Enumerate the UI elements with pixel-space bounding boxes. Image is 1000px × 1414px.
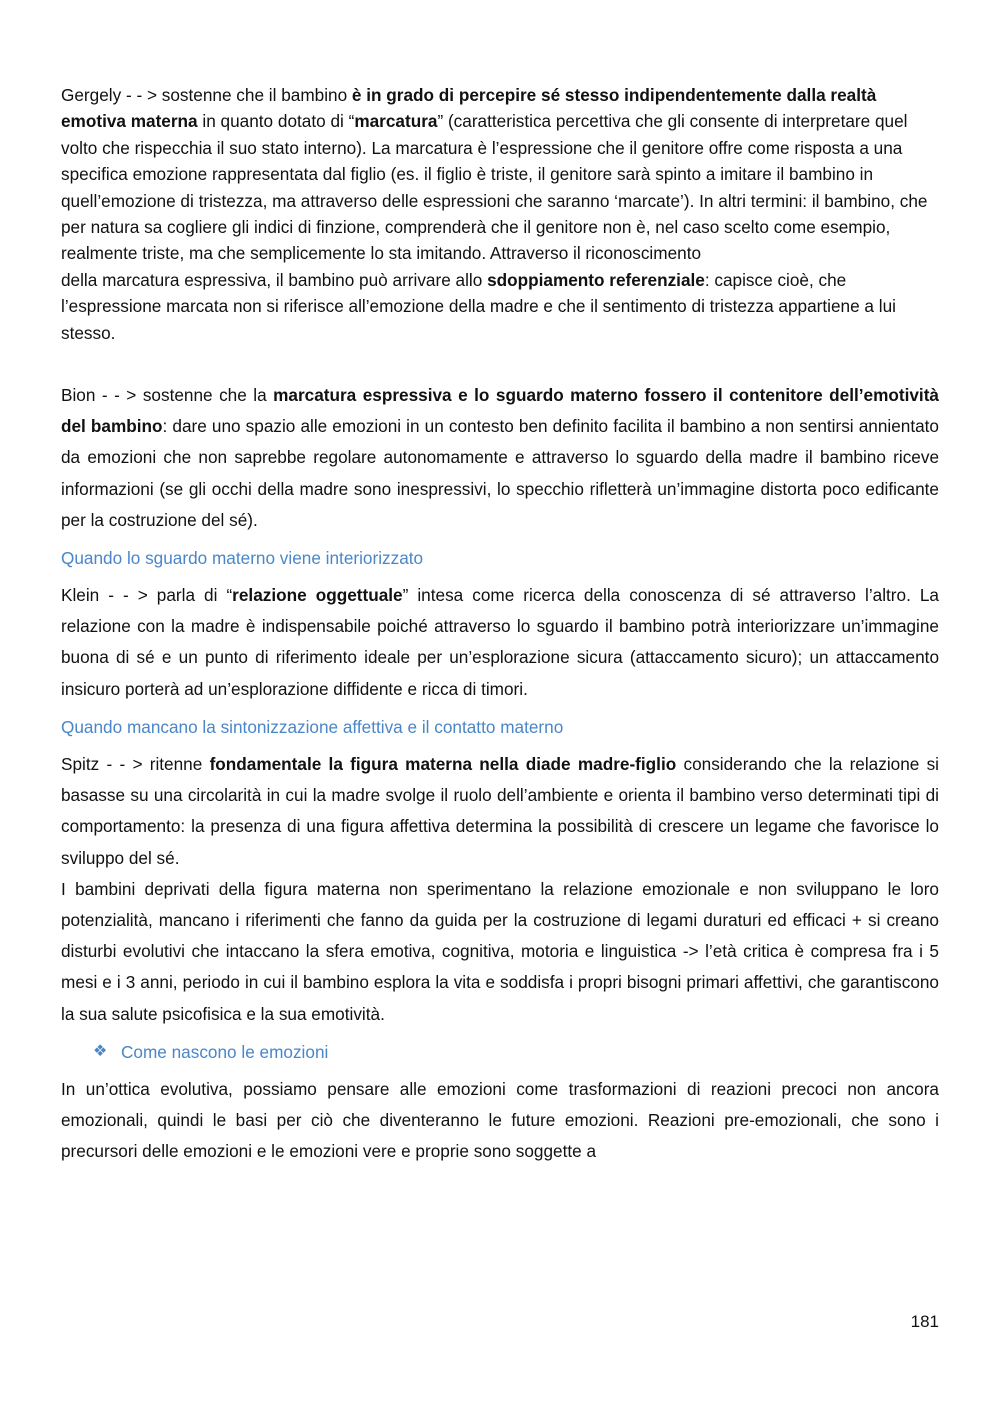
section-heading: Quando lo sguardo materno viene interiorizzato [61,548,424,569]
section-heading: Quando mancano la sintonizzazione affettiva e il contatto materno [61,716,564,737]
paragraph-emotions [61,1074,939,1168]
text: : dare uno spazio alle emozioni in un contesto ben definito facilita il bambino a non sentirsi annientato da emozioni che non saprebbe regolare autonomamente e attraverso lo sguardo della madre il bambino riceve informazioni (se gli occhi della madre sono inespressivi, lo specchio rifletterà un’immagine distorta poco edificante per la costruzione del sé). [61,416,939,530]
page-number: 181 [910,1312,939,1331]
text: ” intesa come ricerca della conoscenza di sé attraverso l’altro. La relazione con la madre è indispensabile poiché attraverso lo sguardo il bambino potrà interiorizzare un’immagine buona di sé e un punto di riferimento ideale per un’esplorazione sicura (attaccamento sicuro); un attaccamento insicuro porterà ad un’esplorazione diffidente e ricca di timori. [61,585,939,699]
bold-text: sdoppiamento referenziale [487,269,705,290]
text: Gergely - - > sostenne che il bambino [61,85,352,105]
text: della marcatura espressiva, il bambino può arrivare allo [61,269,488,290]
text: in quanto dotato di “ [197,111,355,132]
bold-text: fondamentale la figura materna nella diade madre-figlio [209,753,677,774]
text: Bion - - > sostenne che la [61,385,274,406]
bullet-heading [61,1040,939,1064]
text-line: I bambini deprivati della figura materna non sperimentano la relazione emozionale e non sviluppano le loro potenzialità, mancano i riferimenti che fanno da guida per la costruzione di legami duraturi ed efficaci + si creano disturbi evolutivi che intaccano la sfera emotiva, cognitiva, motoria e linguistica -> l’età critica è compresa fra i 5 mesi e i 3 anni, periodo in cui il bambino esplora la vita e soddisfa i propri bisogni primari affettivi, che garantiscono la sua salute psicofisica e la sua emotività. [61,878,939,1024]
diamond-bullet-icon: ❖ [93,1042,108,1060]
text: : capisce cioè, che l’espressione marcata non si riferisce all’emozione della madre e che il sentimento di tristezza appartiene a lui stesso. [61,269,896,343]
text: In un’ottica evolutiva, possiamo pensare alle emozioni come trasformazioni di reazioni precoci non ancora emozionali, quindi le basi per ciò che diventeranno le future emozioni. Reazioni pre-emozionali, che sono i precursori delle emozioni e le emozioni vere e proprie sono soggette a [61,1078,939,1162]
text: Klein - - > parla di “ [61,585,233,606]
text: ” (caratteristica percettiva che gli consente di interpretare quel volto che rispecchia il suo stato interno). La marcatura è l’espressione che il genitore offre come risposta a una specifica emozione rappresentata dal figlio (es. il figlio è triste, il genitore sarà spinto a imitare il bambino in quell’emozione di tristezza, ma attraverso delle espressioni che saranno ‘marcate’). In altri termini: il bambino, che per natura sa cogliere gli indici di finzione, comprenderà che il genitore non è, nel caso scelto come esempio, realmente triste, ma che semplicemente lo sta imitando. Attraverso il riconoscimento [61,111,928,264]
paragraph-spitz [61,749,939,1030]
bold-text: marcatura espressiva e lo sguardo materno fossero il contenitore dell’emotività del bambino [61,385,939,437]
paragraph-klein [61,580,939,705]
bold-text: è in grado di percepire sé stesso indipendentemente dalla realtà emotiva materna [61,85,877,132]
paragraph-gergely [61,82,939,346]
bold-text: relazione oggettuale [232,585,403,606]
text: Spitz - - > ritenne [61,753,210,774]
paragraph-bion [61,380,939,536]
bold-text: marcatura [354,111,438,132]
bullet-heading-text: Come nascono le emozioni [121,1041,329,1062]
text: considerando che la relazione si basasse su una circolarità in cui la madre svolge il ruolo dell’ambiente e orienta il bambino verso determinati tipi di comportamento: la presenza di una figura affettiva determina la possibilità di crescere un legame che favorisce lo sviluppo del sé. [61,753,939,868]
text-line [61,267,939,346]
